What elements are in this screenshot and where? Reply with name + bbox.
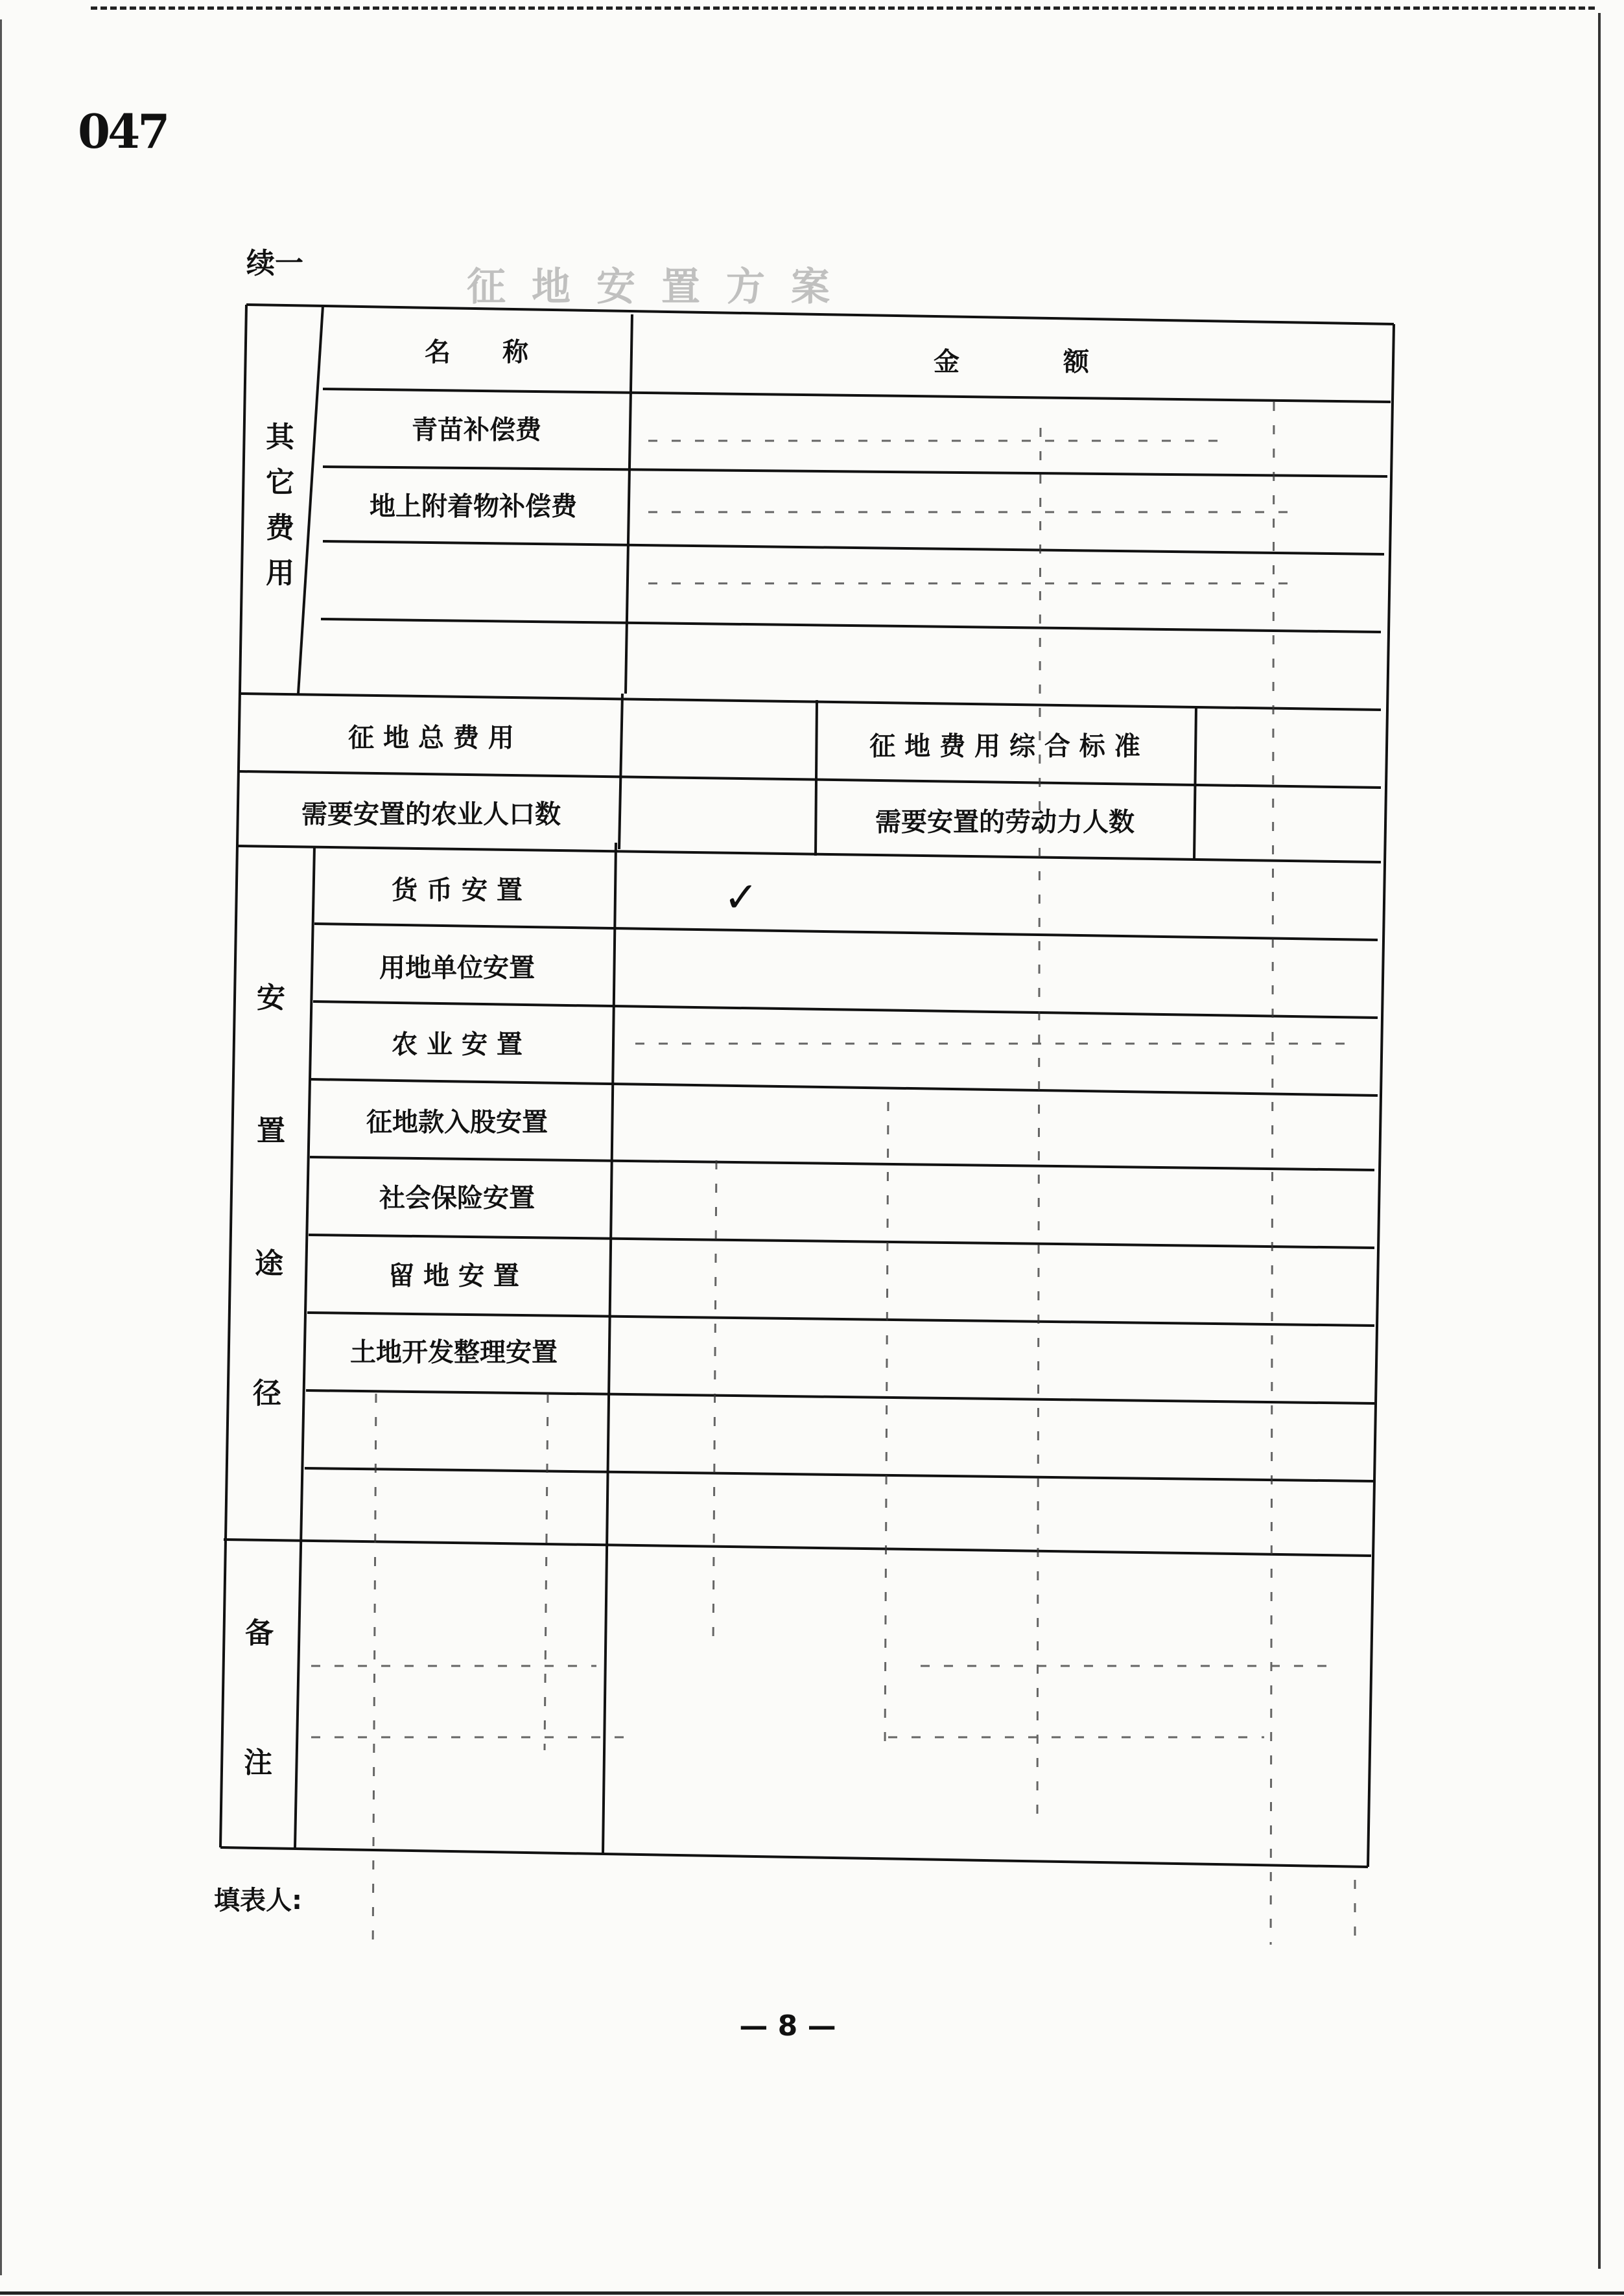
handwritten-page-mark: 047: [78, 104, 168, 159]
labor-count-label: 需要安置的劳动力人数: [875, 807, 1135, 838]
resettlement-label-4: 径: [253, 1377, 281, 1410]
row-land-development-resettlement: 土地开发整理安置: [350, 1337, 558, 1368]
row-reserved-land-resettlement: 留 地 安 置: [388, 1261, 519, 1291]
other-costs-label-4: 用: [266, 557, 294, 590]
header-name-column: 名 称: [425, 337, 528, 368]
resettlement-label-2: 置: [257, 1114, 285, 1147]
composite-standard-label: 征 地 费 用 综 合 标 准: [869, 731, 1140, 762]
other-costs-label-2: 它: [266, 466, 294, 499]
row-social-insurance-resettlement: 社会保险安置: [379, 1183, 535, 1213]
remarks-label-1: 备: [245, 1617, 274, 1650]
agri-population-label: 需要安置的农业人口数: [301, 799, 561, 830]
row-monetary-resettlement: 货 币 安 置: [392, 875, 523, 906]
resettlement-label-1: 安: [257, 981, 285, 1014]
remarks-label-2: 注: [244, 1746, 272, 1779]
other-costs-label-3: 费: [266, 511, 294, 545]
row-employer-resettlement: 用地单位安置: [379, 953, 535, 983]
page-edge-bottom: [0, 2291, 1624, 2295]
monetary-resettlement-checkmark: ✓: [724, 874, 759, 922]
total-cost-label: 征 地 总 费 用: [348, 723, 514, 753]
other-costs-label-1: 其: [266, 421, 294, 454]
resettlement-label-3: 途: [255, 1247, 283, 1280]
row-equity-resettlement: 征地款入股安置: [366, 1107, 548, 1138]
header-amount-column: 金 额: [934, 347, 1089, 377]
row-agricultural-resettlement: 农 业 安 置: [392, 1029, 523, 1060]
faded-title: 征地安置方案: [467, 264, 856, 310]
row-attachment-compensation: 地上附着物补偿费: [370, 491, 577, 522]
row-seedling-compensation: 青苗补偿费: [412, 415, 541, 445]
continue-label: 续一: [246, 247, 303, 280]
form-filler-label: 填表人:: [214, 1886, 302, 1915]
page-footer-number: — 8 —: [739, 2009, 836, 2043]
